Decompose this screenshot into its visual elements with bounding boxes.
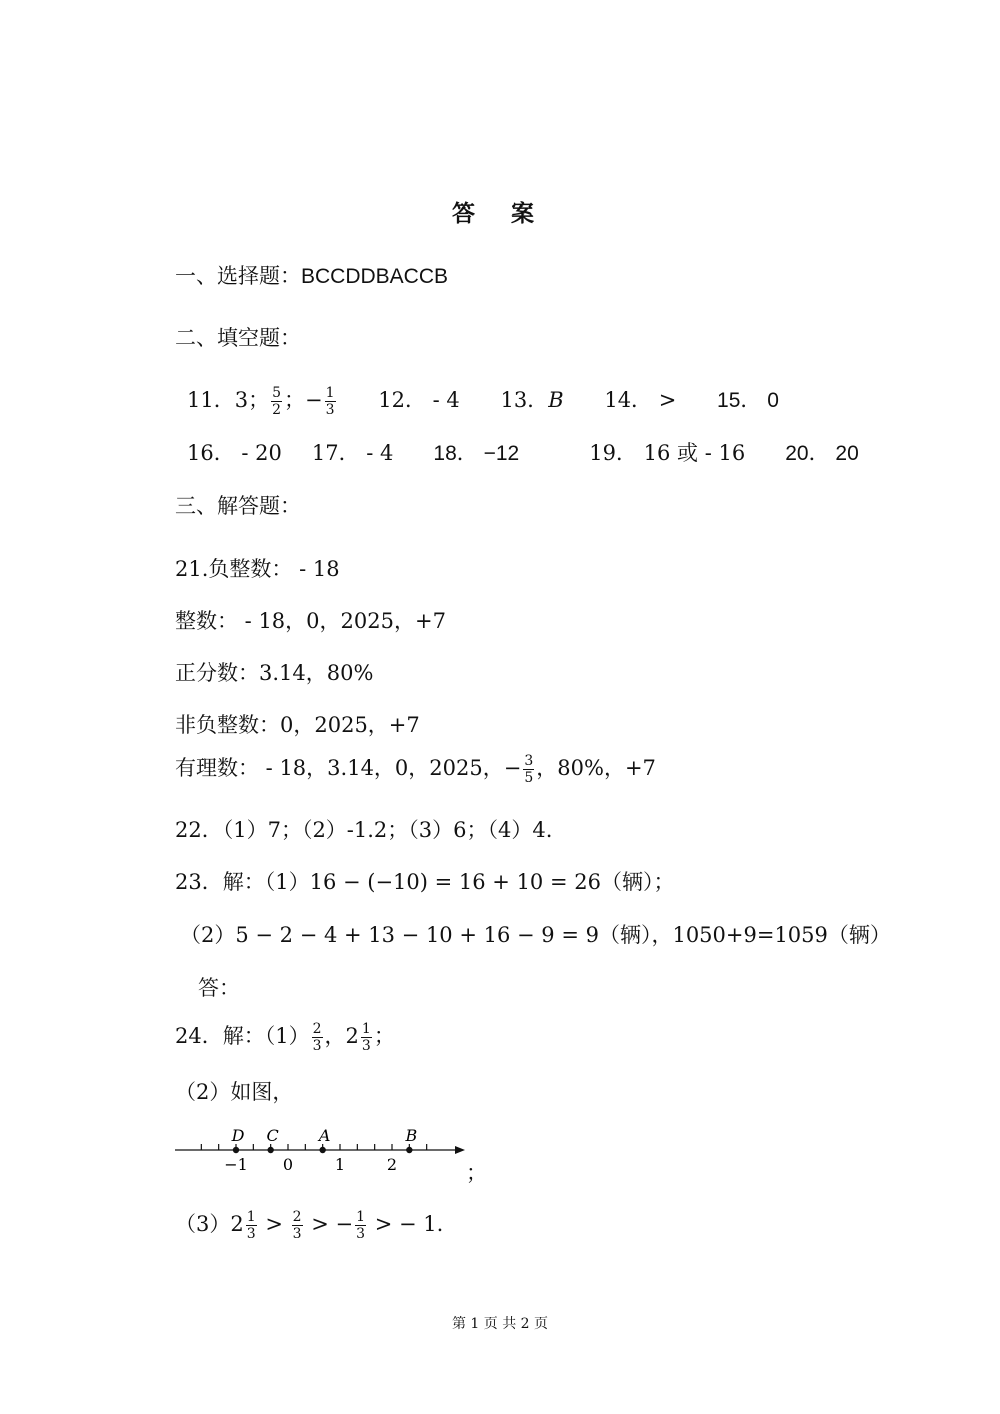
text: ，80%，+7 — [536, 756, 656, 780]
numerator: 2 — [292, 1209, 302, 1225]
q17: 17． - 4 — [311, 441, 394, 465]
tick-label: 1 — [334, 1155, 346, 1174]
fraction — [325, 385, 336, 418]
numerator: 1 — [361, 1021, 371, 1037]
text: （3）2 — [175, 1212, 244, 1236]
tick-label: −1 — [224, 1155, 248, 1174]
q13-answer: B — [548, 388, 564, 412]
q14: 14． > — [604, 388, 677, 412]
q16: 16． - 20 — [187, 441, 282, 465]
q11-sep: ； — [284, 388, 306, 412]
fraction — [355, 1209, 366, 1242]
fraction — [292, 1209, 303, 1242]
point-A — [319, 1147, 325, 1153]
denominator: 3 — [361, 1038, 371, 1054]
number-line — [170, 1120, 490, 1180]
numerator: 5 — [272, 385, 282, 401]
page-footer: 第 1 页 共 2 页 — [451, 1316, 549, 1332]
q11-a: 3； — [234, 388, 270, 412]
q23-line-2: （2）5 − 2 − 4 + 13 − 10 + 16 − 9 = 9（辆），1050+9=1059（辆） — [180, 923, 891, 947]
q21-line-3: 正分数：3.14，80% — [175, 661, 374, 685]
text: 24．解：（1） — [175, 1024, 310, 1048]
denominator: 2 — [272, 402, 282, 418]
gt: > — [304, 1212, 336, 1236]
numerator: 1 — [325, 385, 335, 401]
text: > − 1. — [368, 1212, 444, 1236]
denominator: 3 — [325, 402, 335, 418]
numerator: 1 — [246, 1209, 256, 1225]
point-label: C — [266, 1126, 279, 1145]
choice-answers: BCCDDBACCB — [301, 265, 449, 288]
q11-neg: − — [305, 388, 323, 412]
q12: 12． - 4 — [378, 388, 460, 412]
q24-line-2: （2）如图， — [175, 1080, 294, 1104]
page-title: 答 案 — [451, 201, 548, 227]
q21-line-1: 21.负整数： - 18 — [175, 557, 340, 581]
fill-row-2 — [187, 437, 859, 467]
denominator: 5 — [524, 770, 534, 786]
neg: − — [503, 756, 522, 780]
q20: 20． 20 — [785, 442, 859, 465]
text: ，2 — [324, 1024, 359, 1048]
q23-line-1: 23．解：（1）16 − (−10) = 16 + 10 = 26（辆）； — [175, 870, 675, 894]
fraction — [312, 1021, 323, 1054]
q21-line-2: 整数： - 18，0，2025，+7 — [175, 609, 446, 633]
arrow-icon — [455, 1146, 465, 1154]
fraction — [523, 753, 534, 786]
point-label: B — [405, 1126, 418, 1145]
text: 有理数： - 18，3.14，0，2025， — [175, 756, 504, 780]
section-choice — [175, 260, 448, 290]
q11-num: 11． — [187, 388, 235, 412]
q21-line-4: 非负整数：0，2025，+7 — [175, 713, 420, 737]
neg: − — [335, 1212, 354, 1236]
q18: 18． −12 — [433, 442, 520, 465]
fraction — [361, 1021, 372, 1054]
q24-semicolon: ； — [466, 1161, 487, 1185]
numerator: 1 — [356, 1209, 366, 1225]
q19: 19． 16 或 - 16 — [589, 441, 746, 465]
point-label: D — [231, 1126, 245, 1145]
section-fill-label: 二、填空题： — [175, 326, 301, 350]
denominator: 3 — [292, 1226, 302, 1242]
point-C — [267, 1147, 273, 1153]
q13-num: 13． — [500, 388, 549, 412]
q22: 22．（1）7；（2）-1.2；（3）6；（4）4. — [175, 818, 553, 842]
denominator: 3 — [246, 1226, 256, 1242]
point-D — [233, 1147, 239, 1153]
tick-label: 2 — [386, 1155, 398, 1174]
q21-line-5 — [175, 752, 656, 786]
gt: > — [258, 1212, 290, 1236]
tick-label: 0 — [282, 1155, 294, 1174]
denominator: 3 — [356, 1226, 366, 1242]
denominator: 3 — [312, 1038, 322, 1054]
point-B — [406, 1147, 412, 1153]
numerator: 2 — [312, 1021, 322, 1037]
fraction — [246, 1209, 257, 1242]
fill-row-1 — [187, 384, 779, 418]
q24-line-3 — [175, 1208, 443, 1242]
section-label: 一、选择题： — [175, 264, 301, 288]
point-label: A — [318, 1126, 331, 1145]
q15: 15． 0 — [717, 389, 779, 412]
section-solve-label: 三、解答题： — [175, 494, 301, 518]
q23-line-3: 答： — [198, 976, 240, 1000]
numerator: 3 — [524, 753, 534, 769]
fraction — [271, 385, 282, 418]
q24-line-1 — [175, 1020, 395, 1054]
text: ； — [373, 1024, 395, 1048]
